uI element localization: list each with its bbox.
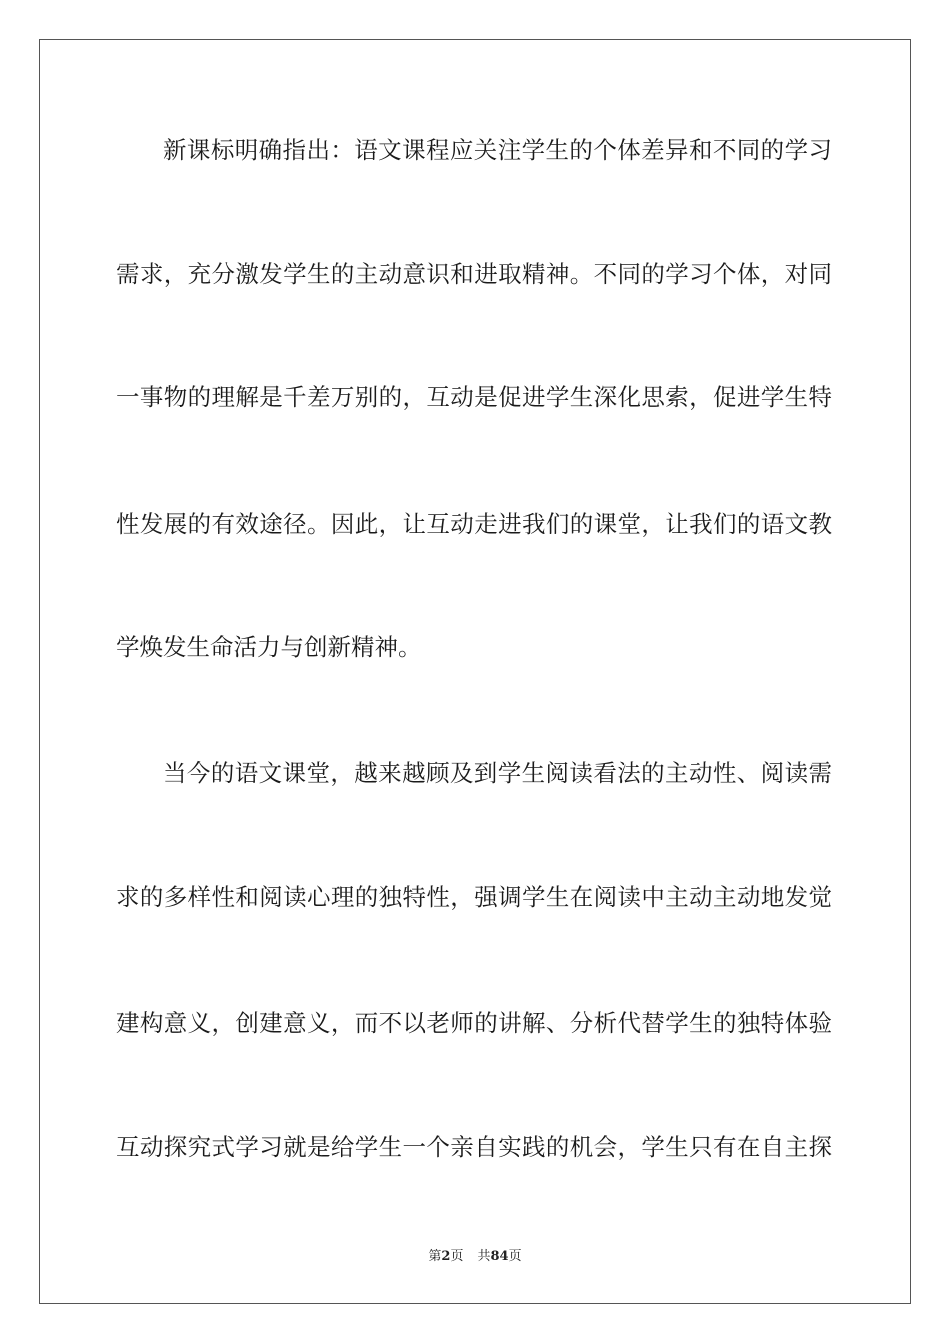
text-line: 需求，充分激发学生的主动意识和进取精神。不同的学习个体，对同 [116, 260, 832, 288]
footer-prefix: 第 [428, 1249, 442, 1264]
footer-total-suffix: 页 [508, 1249, 522, 1264]
text-line: 一事物的理解是千差万别的，互动是促进学生深化思索，促进学生特 [116, 383, 832, 411]
page-number-footer [0, 1248, 950, 1266]
page-border [39, 39, 911, 1304]
text-line: 互动探究式学习就是给学生一个亲自实践的机会，学生只有在自主探 [116, 1133, 832, 1161]
footer-total-prefix: 共 [477, 1249, 491, 1264]
text-line: 建构意义，创建意义，而不以老师的讲解、分析代替学生的独特体验 [116, 1009, 832, 1037]
total-pages-number: 84 [490, 1249, 509, 1264]
text-line: 当今的语文课堂，越来越顾及到学生阅读看法的主动性、阅读需 [163, 759, 832, 787]
footer-page-suffix: 页 [450, 1249, 464, 1264]
current-page-number: 2 [441, 1249, 451, 1264]
text-line: 学焕发生命活力与创新精神。 [116, 633, 422, 661]
text-line: 性发展的有效途径。因此，让互动走进我们的课堂，让我们的语文教 [116, 510, 832, 538]
text-line: 求的多样性和阅读心理的独特性，强调学生在阅读中主动主动地发觉 [116, 883, 832, 911]
text-line: 新课标明确指出：语文课程应关注学生的个体差异和不同的学习 [163, 136, 832, 164]
